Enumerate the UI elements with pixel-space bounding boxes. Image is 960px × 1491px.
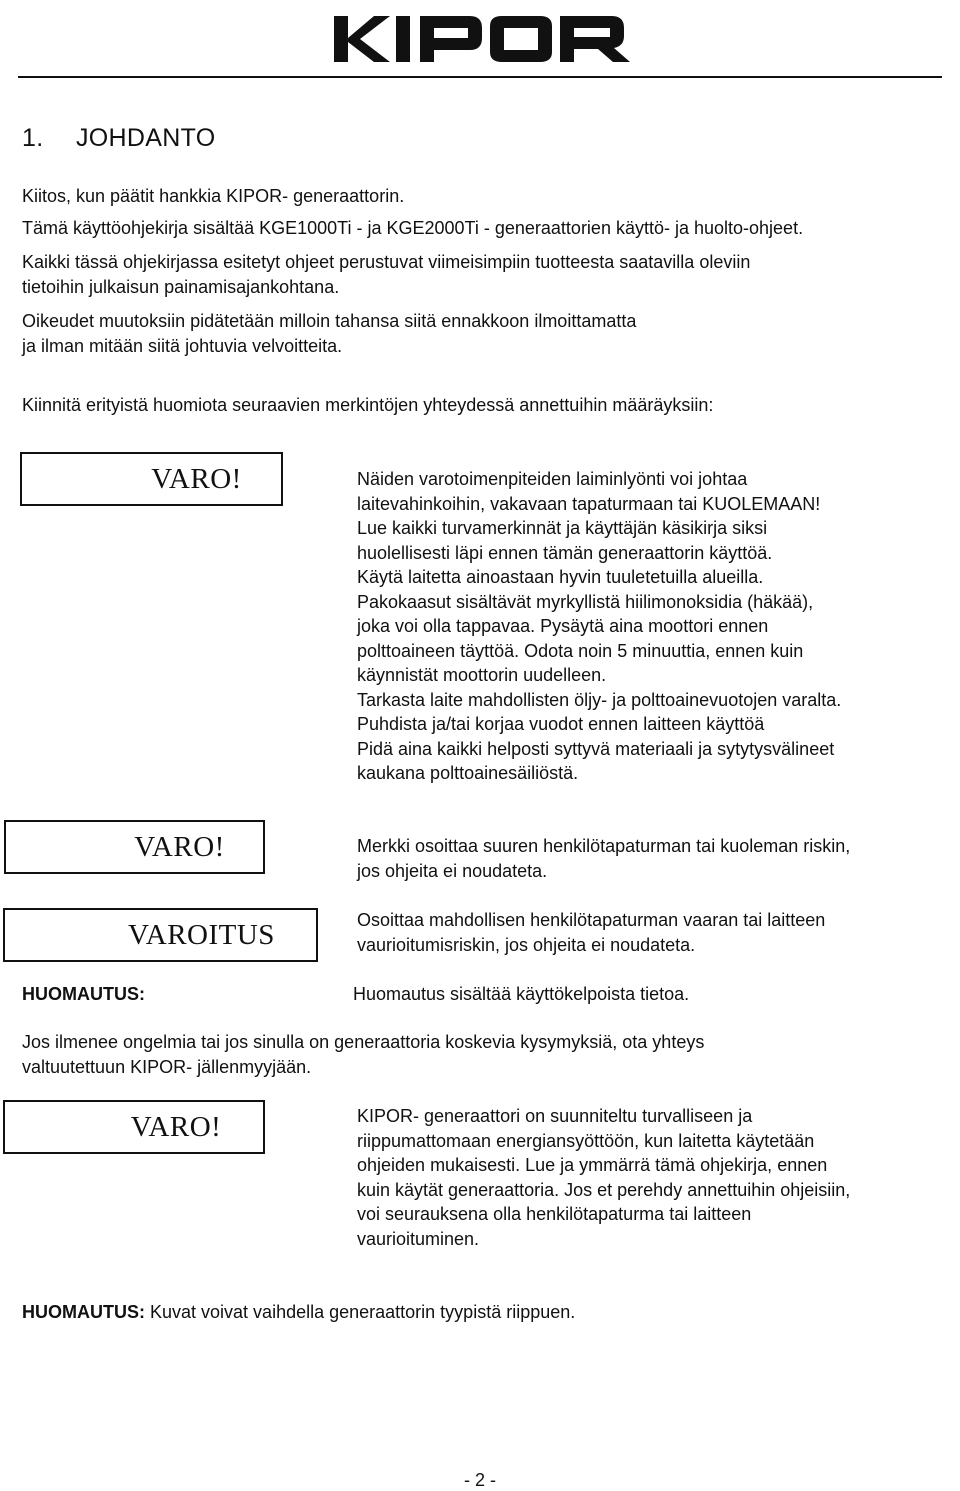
caution-line: vaurioitumisriskin, jos ohjeita ei noudateta. [357, 934, 696, 955]
warning-label: VARO! [134, 830, 225, 863]
problems-line: Jos ilmenee ongelmia tai jos sinulla on generaattoria koskevia kysymyksiä, ota yhteys [22, 1032, 705, 1052]
warning-line: Lue kaikki turvamerkinnät ja käyttäjän käsikirja siksi [357, 518, 768, 538]
warning-line: Tarkasta laite mahdollisten öljy- ja polttoainevuotojen varalta. [357, 689, 842, 710]
warning-line: Pakokaasut sisältävät myrkyllistä hiilimonoksidia (häkää), [357, 591, 814, 612]
kipor-logo [330, 8, 640, 70]
note-text: Huomautus sisältää käyttökelpoista tietoa. [353, 984, 690, 1004]
final-note-label: HUOMAUTUS: [22, 1302, 145, 1322]
caution-text [357, 908, 825, 957]
page-number: - 2 - [463, 1470, 496, 1490]
note-label: HUOMAUTUS: [22, 984, 145, 1004]
caution-label: VAROITUS [128, 918, 275, 951]
warning-line: joka voi olla tappavaa. Pysäytä aina moottori ennen [357, 616, 769, 636]
warning-line: polttoaineen täyttöä. Odota noin 5 minuuttia, ennen kuin [357, 640, 804, 661]
warning-line: huolellisesti läpi ennen tämän generaattorin käyttöä. [357, 542, 773, 563]
kipor-logo-graphic [330, 8, 640, 70]
warning-line: Käytä laitetta ainoastaan hyvin tuuletetuilla alueilla. [357, 567, 764, 587]
section-number: 1. [22, 124, 44, 152]
warning-line: käynnistät moottorin uudelleen. [357, 665, 607, 685]
warning-text [357, 467, 841, 786]
header-rule [18, 76, 942, 78]
warning-label: VARO! [151, 462, 242, 495]
warning-box [3, 1100, 265, 1154]
final-note-text: Kuvat voivat vaihdella generaattorin tyypistä riippuen. [145, 1302, 576, 1322]
warning-line: vaurioituminen. [357, 1228, 480, 1249]
intro-line: Oikeudet muutoksiin pidätetään milloin tahansa siitä ennakkoon ilmoittamatta [22, 311, 637, 331]
caution-box [3, 908, 318, 962]
section-heading [22, 124, 215, 153]
warning-text [357, 834, 850, 883]
warning-line: voi seurauksena olla henkilötapaturma tai laitteen [357, 1204, 752, 1224]
warning-line: Merkki osoittaa suuren henkilötapaturman tai kuoleman riskin, [357, 836, 851, 856]
warning-line: Puhdista ja/tai korjaa vuodot ennen laitteen käyttöä [357, 714, 765, 734]
warning-line: riippumattomaan energiansyöttöön, kun laitetta käytetään [357, 1130, 815, 1151]
warning-line: ohjeiden mukaisesti. Lue ja ymmärrä tämä ohjekirja, ennen [357, 1155, 828, 1175]
intro-line: tietoihin julkaisun painamisajankohtana. [22, 277, 340, 297]
warning-line: jos ohjeita ei noudateta. [357, 860, 548, 881]
warning-line: Näiden varotoimenpiteiden laiminlyönti voi johtaa [357, 469, 748, 489]
warning-line: kaukana polttoainesäiliöstä. [357, 763, 579, 783]
warning-line: kuin käytät generaattoria. Jos et perehdy annettuihin ohjeisiin, [357, 1179, 851, 1200]
problems-line: valtuutettuun KIPOR- jällenmyyjään. [22, 1057, 312, 1077]
warning-line: laitevahinkoihin, vakavaan tapaturmaan tai KUOLEMAAN! [357, 493, 821, 514]
intro-line: Kaikki tässä ohjekirjassa esitetyt ohjeet perustuvat viimeisimpiin tuotteesta saatavilla oleviin [22, 252, 751, 272]
warning-line: Pidä aina kaikki helposti syttyvä materiaali ja sytytysvälineet [357, 738, 835, 759]
intro-line: Kiitos, kun päätit hankkia KIPOR- generaattorin. [22, 186, 405, 206]
warning-box [20, 452, 283, 506]
intro-line: Tämä käyttöohjekirja sisältää KGE1000Ti - ja KGE2000Ti - generaattorien käyttö- ja huolto-ohjeet. [22, 218, 804, 238]
section-title: JOHDANTO [76, 124, 216, 152]
warning-label: VARO! [130, 1110, 222, 1143]
attention-text: Kiinnitä erityistä huomiota seuraavien merkintöjen yhteydessä annettuihin määräyksiin: [22, 395, 714, 415]
intro-line: ja ilman mitään siitä johtuvia velvoitteita. [22, 336, 343, 356]
warning-line: KIPOR- generaattori on suunniteltu turvalliseen ja [357, 1106, 753, 1126]
warning-text [357, 1104, 850, 1251]
warning-box [4, 820, 265, 874]
caution-line: Osoittaa mahdollisen henkilötapaturman vaaran tai laitteen [357, 910, 826, 930]
final-note [22, 1300, 575, 1325]
